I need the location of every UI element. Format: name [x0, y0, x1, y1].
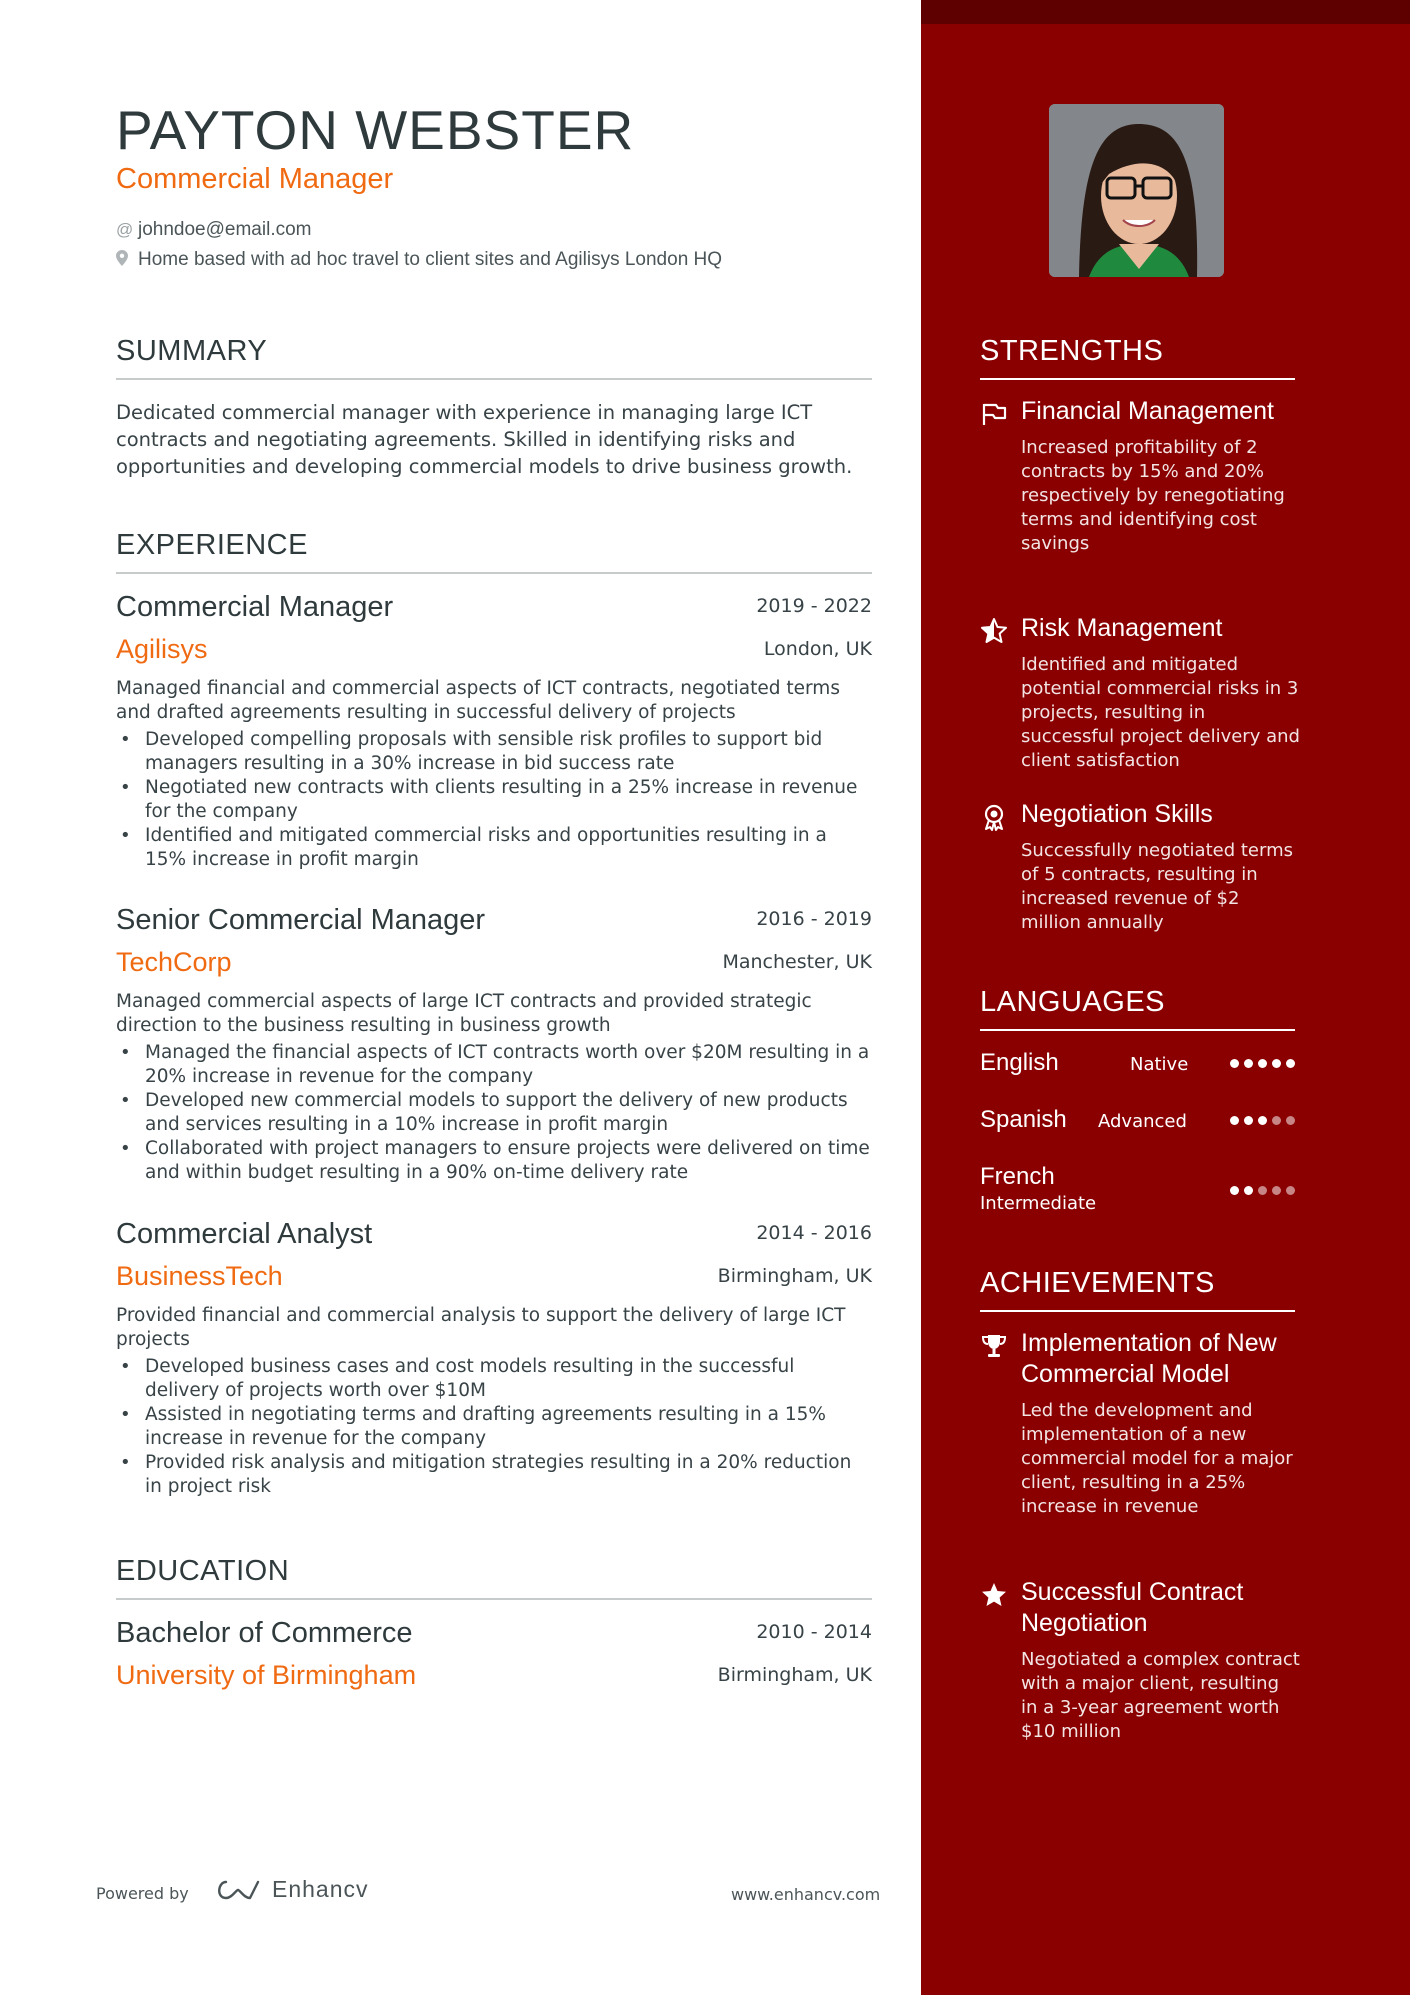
job-location: London, UK — [763, 638, 872, 660]
education-location: Birmingham, UK — [717, 1664, 872, 1686]
email-text: johndoe@email.com — [138, 219, 312, 240]
education-entry — [116, 1617, 872, 1691]
job-bullet: • Collaborated with project managers to ensure projects were delivered on time and within budget resulting in a 90% on-time delivery rate — [116, 1137, 872, 1185]
language-level: Native — [1130, 1054, 1189, 1075]
language-level: Advanced — [1098, 1111, 1187, 1132]
job-dates: 2016 - 2019 — [756, 908, 872, 930]
location-pin-icon — [116, 250, 138, 271]
job-bullets — [116, 728, 872, 872]
job-dates: 2019 - 2022 — [756, 595, 872, 617]
trophy-icon — [980, 1332, 1008, 1360]
language-proficiency-dots — [1230, 1186, 1295, 1195]
job-entry — [116, 1218, 872, 1499]
proficiency-dot-filled — [1258, 1116, 1267, 1125]
job-bullet: • Identified and mitigated commercial risks and opportunities resulting in a 15% increase in profit margin — [116, 824, 872, 872]
language-proficiency-dots — [1230, 1116, 1295, 1125]
job-company: Agilisys — [116, 634, 208, 664]
language-item — [980, 1163, 1295, 1214]
achievement-title: Implementation of New Commercial Model — [1021, 1329, 1277, 1388]
star-icon — [980, 1581, 1008, 1609]
job-bullets — [116, 1041, 872, 1185]
proficiency-dot-filled — [1230, 1059, 1239, 1068]
strength-title: Financial Management — [1021, 397, 1274, 425]
job-bullet: • Managed the financial aspects of ICT contracts worth over $20M resulting in a 20% increase in revenue for the company — [116, 1041, 872, 1089]
award-icon — [980, 803, 1008, 831]
job-title: Commercial Manager — [116, 591, 394, 623]
experience-heading: EXPERIENCE — [116, 529, 872, 574]
achievement-text: Negotiated a complex contract with a major client, resulting in a 3-year agreement worth $10 million — [1021, 1649, 1300, 1742]
summary-heading: SUMMARY — [116, 335, 872, 380]
strength-item — [980, 613, 1300, 773]
job-location: Birmingham, UK — [717, 1265, 872, 1287]
job-title: Senior Commercial Manager — [116, 904, 486, 936]
job-title: Commercial Analyst — [116, 1218, 373, 1250]
proficiency-dot-filled — [1272, 1059, 1281, 1068]
star-half-icon — [980, 617, 1008, 645]
proficiency-dot-empty — [1286, 1186, 1295, 1195]
language-name: French — [980, 1163, 1055, 1190]
strengths-heading: STRENGTHS — [980, 335, 1295, 380]
education-heading: EDUCATION — [116, 1555, 872, 1600]
achievement-text: Led the development and implementation of a new commercial model for a major client, resulting in a 25% increase in revenue — [1021, 1400, 1293, 1517]
achievement-item — [980, 1328, 1300, 1519]
job-description: Managed financial and commercial aspects of ICT contracts, negotiated terms and drafted agreements resulting in successful delivery of projects — [116, 678, 840, 723]
language-item — [980, 1106, 1295, 1134]
profile-photo-illustration — [1049, 104, 1224, 277]
strength-item — [980, 396, 1300, 556]
proficiency-dot-filled — [1286, 1059, 1295, 1068]
degree-title: Bachelor of Commerce — [116, 1617, 413, 1649]
language-item — [980, 1049, 1295, 1077]
strength-text: Identified and mitigated potential commercial risks in 3 projects, resulting in successful project delivery and client satisfaction — [1021, 654, 1300, 771]
sidebar — [921, 0, 1410, 1995]
proficiency-dot-empty — [1258, 1186, 1267, 1195]
job-entry — [116, 904, 872, 1185]
sidebar-top-band — [921, 0, 1410, 24]
summary-text: Dedicated commercial manager with experience in managing large ICT contracts and negotiating agreements. Skilled in identifying risks and opportunities and developing commercial models to drive business growth. — [116, 401, 853, 478]
proficiency-dot-filled — [1244, 1059, 1253, 1068]
strength-text: Increased profitability of 2 contracts by 15% and 20% respectively by renegotiating terms and identifying cost savings — [1021, 437, 1285, 554]
proficiency-dot-filled — [1230, 1116, 1239, 1125]
job-bullets — [116, 1355, 872, 1499]
education-dates: 2010 - 2014 — [756, 1621, 872, 1643]
strength-title: Negotiation Skills — [1021, 800, 1213, 828]
proficiency-dot-empty — [1272, 1116, 1281, 1125]
job-description: Provided financial and commercial analysis to support the delivery of large ICT projects — [116, 1305, 846, 1350]
school-name: University of Birmingham — [116, 1660, 417, 1690]
job-company: TechCorp — [116, 947, 232, 977]
achievement-item — [980, 1577, 1300, 1744]
job-bullet: • Provided risk analysis and mitigation strategies resulting in a 20% reduction in project risk — [116, 1451, 872, 1499]
achievement-title: Successful Contract Negotiation — [1021, 1578, 1244, 1637]
proficiency-dot-empty — [1286, 1116, 1295, 1125]
profile-photo — [1049, 104, 1224, 277]
enhancv-logo-icon — [214, 1878, 262, 1902]
language-level: Intermediate — [980, 1193, 1097, 1214]
proficiency-dot-filled — [1230, 1186, 1239, 1195]
strength-title: Risk Management — [1021, 614, 1223, 642]
job-entry — [116, 591, 872, 872]
proficiency-dot-filled — [1258, 1059, 1267, 1068]
language-name: English — [980, 1049, 1059, 1076]
job-bullet: • Negotiated new contracts with clients resulting in a 25% increase in revenue for the company — [116, 776, 872, 824]
job-location: Manchester, UK — [722, 951, 872, 973]
job-bullet: • Developed new commercial models to support the delivery of new products and services resulting in a 10% increase in profit margin — [116, 1089, 872, 1137]
location-text: Home based with ad hoc travel to client sites and Agilisys London HQ — [138, 249, 723, 270]
language-name: Spanish — [980, 1106, 1067, 1133]
contact-email[interactable] — [116, 219, 312, 241]
at-icon: @ — [116, 220, 134, 239]
candidate-name: PAYTON WEBSTER — [116, 99, 635, 161]
enhancv-logo[interactable] — [214, 1876, 369, 1903]
powered-by-label: Powered by — [96, 1884, 189, 1903]
proficiency-dot-filled — [1244, 1186, 1253, 1195]
strength-text: Successfully negotiated terms of 5 contracts, resulting in increased revenue of $2 million annually — [1021, 840, 1293, 933]
proficiency-dot-empty — [1272, 1186, 1281, 1195]
flag-icon — [980, 400, 1008, 428]
job-bullet: • Assisted in negotiating terms and drafting agreements resulting in a 15% increase in revenue for the company — [116, 1403, 872, 1451]
languages-heading: LANGUAGES — [980, 986, 1295, 1031]
proficiency-dot-filled — [1244, 1116, 1253, 1125]
job-description: Managed commercial aspects of large ICT contracts and provided strategic direction to the business resulting in business growth — [116, 991, 812, 1036]
strength-item — [980, 799, 1300, 935]
enhancv-brand-text: Enhancv — [272, 1876, 369, 1902]
achievements-heading: ACHIEVEMENTS — [980, 1267, 1295, 1312]
language-proficiency-dots — [1230, 1059, 1295, 1068]
contact-location — [116, 249, 722, 271]
footer-url[interactable]: www.enhancv.com — [731, 1885, 881, 1904]
job-bullet: • Developed business cases and cost models resulting in the successful delivery of projects worth over $10M — [116, 1355, 872, 1403]
candidate-title: Commercial Manager — [116, 163, 394, 195]
job-bullet: • Developed compelling proposals with sensible risk profiles to support bid managers resulting in a 30% increase in bid success rate — [116, 728, 872, 776]
job-dates: 2014 - 2016 — [756, 1222, 872, 1244]
job-company: BusinessTech — [116, 1261, 283, 1291]
